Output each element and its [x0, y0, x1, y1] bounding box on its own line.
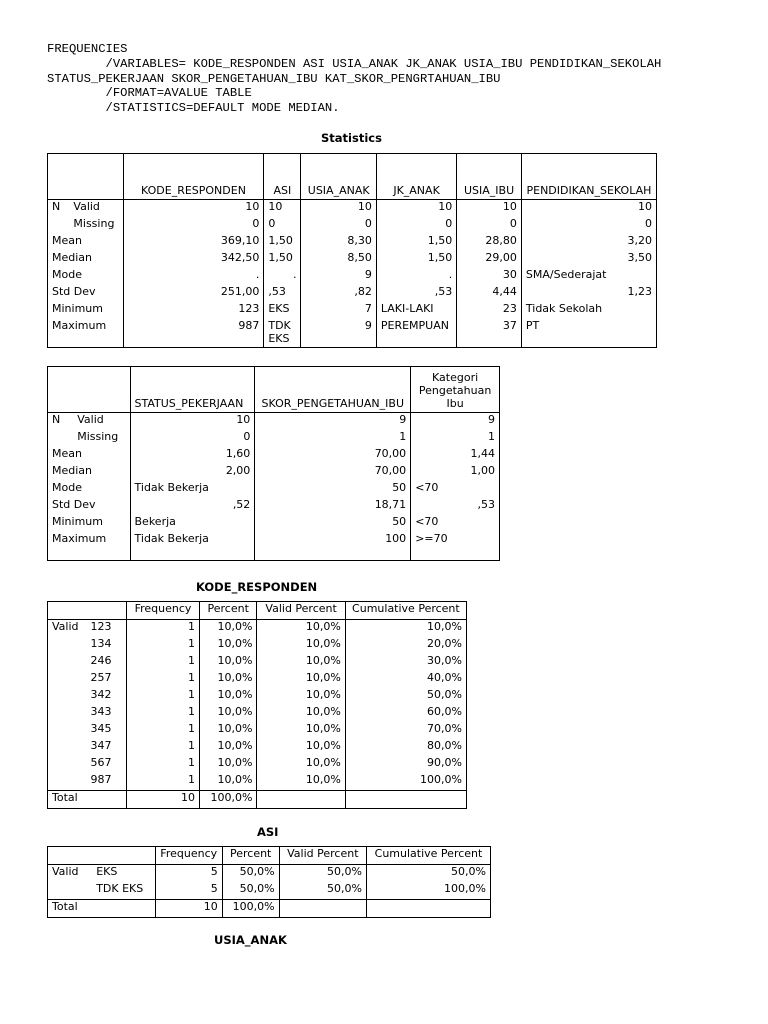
stat-cell: <70 — [411, 481, 500, 498]
stat-cell: 3,50 — [521, 251, 656, 268]
col-header: Cumulative Percent — [367, 847, 491, 865]
percent-cell: 10,0% — [199, 671, 257, 688]
stat-cell: 251,00 — [123, 285, 264, 302]
stat-cell: 1,44 — [411, 447, 500, 464]
stat-cell: . — [376, 268, 456, 285]
stat-cell: 28,80 — [457, 234, 522, 251]
stat-cell: 70,00 — [255, 447, 411, 464]
stat-cell: 23 — [457, 302, 522, 319]
col-header: Cumulative Percent — [345, 602, 466, 620]
col-header: USIA_IBU — [463, 184, 515, 197]
value-label: 345 — [87, 722, 127, 739]
stat-cell: 70,00 — [255, 464, 411, 481]
cumulative-percent-cell: 30,0% — [345, 654, 466, 671]
stat-cell: <70 — [411, 515, 500, 532]
col-header: ASI — [273, 184, 292, 197]
stat-cell: PT — [521, 319, 656, 348]
frequency-cell: 1 — [127, 722, 200, 739]
row-label: Valid — [69, 200, 123, 218]
row-label: Std Dev — [48, 285, 124, 302]
col-header: Frequency — [127, 602, 200, 620]
usia-anak-title: USIA_ANAK — [214, 933, 287, 947]
value-label: TDK EKS — [92, 882, 155, 900]
stat-cell: 8,30 — [301, 234, 376, 251]
stat-cell: 30 — [457, 268, 522, 285]
value-label: 257 — [87, 671, 127, 688]
percent-cell: 10,0% — [199, 620, 257, 638]
frequency-cell: 1 — [127, 705, 200, 722]
col-header: Frequency — [155, 847, 222, 865]
value-label: 987 — [87, 773, 127, 791]
row-label: Missing — [73, 430, 130, 447]
stat-cell: 10 — [123, 200, 264, 218]
frequency-cell: 1 — [127, 654, 200, 671]
stat-cell: 37 — [457, 319, 522, 348]
stat-cell: 1,50 — [376, 251, 456, 268]
valid-percent-cell: 10,0% — [257, 654, 345, 671]
frequency-cell: 1 — [127, 688, 200, 705]
asi-frequency-table — [47, 846, 491, 918]
cumulative-percent-cell: 100,0% — [345, 773, 466, 791]
stat-cell: 987 — [123, 319, 264, 348]
row-label: Missing — [69, 217, 123, 234]
row-label: Valid — [73, 413, 130, 431]
cumulative-percent-cell: 50,0% — [367, 865, 491, 883]
stat-cell: LAKI-LAKI — [376, 302, 456, 319]
cumulative-percent-cell: 90,0% — [345, 756, 466, 773]
percent-cell: 10,0% — [199, 773, 257, 791]
stat-cell: 3,20 — [521, 234, 656, 251]
frequency-cell: 1 — [127, 637, 200, 654]
syntax-line: FREQUENCIES — [47, 42, 128, 56]
syntax-line: /VARIABLES= KODE_RESPONDEN ASI USIA_ANAK JK_ANAK USIA_IBU PENDIDIKAN_SEKOLAH — [47, 56, 662, 71]
percent-cell: 10,0% — [199, 705, 257, 722]
stat-cell: 0 — [521, 217, 656, 234]
percent-cell: 10,0% — [199, 688, 257, 705]
stat-cell: 4,44 — [457, 285, 522, 302]
row-label: Minimum — [48, 302, 124, 319]
stat-cell: 8,50 — [301, 251, 376, 268]
valid-percent-cell: 50,0% — [279, 865, 366, 883]
stat-cell: 9 — [411, 413, 500, 431]
row-label: Maximum — [48, 532, 131, 561]
stat-cell: 0 — [130, 430, 255, 447]
total-label: Total — [48, 791, 127, 809]
stat-cell: 1 — [255, 430, 411, 447]
percent-cell: 10,0% — [199, 756, 257, 773]
percent-total: 100,0% — [222, 900, 279, 918]
statistics-table-2 — [47, 366, 500, 561]
stat-cell: 1,60 — [130, 447, 255, 464]
row-label: N — [48, 413, 74, 431]
row-label: Mean — [48, 234, 124, 251]
row-label: Mode — [48, 481, 131, 498]
valid-percent-cell: 10,0% — [257, 688, 345, 705]
stat-cell: PEREMPUAN — [376, 319, 456, 348]
cumulative-percent-cell: 10,0% — [345, 620, 466, 638]
kode-responden-title: KODE_RESPONDEN — [196, 580, 318, 594]
valid-percent-cell: 10,0% — [257, 620, 345, 638]
frequency-cell: 5 — [155, 865, 222, 883]
cumulative-percent-cell: 60,0% — [345, 705, 466, 722]
stat-cell: 1,50 — [264, 234, 301, 251]
stat-cell: ,82 — [301, 285, 376, 302]
frequency-total: 10 — [127, 791, 200, 809]
syntax-line: /FORMAT=AVALUE TABLE — [47, 86, 252, 101]
stat-cell: ,53 — [376, 285, 456, 302]
value-label: 342 — [87, 688, 127, 705]
stat-cell: 10 — [457, 200, 522, 218]
stat-cell: 9 — [255, 413, 411, 431]
col-header: Valid Percent — [279, 847, 366, 865]
col-header: Percent — [199, 602, 257, 620]
cumulative-percent-cell: 70,0% — [345, 722, 466, 739]
row-label: N — [48, 200, 70, 218]
percent-cell: 10,0% — [199, 739, 257, 756]
percent-cell: 50,0% — [222, 865, 279, 883]
stat-cell: 1,50 — [376, 234, 456, 251]
frequency-cell: 1 — [127, 739, 200, 756]
stat-cell: 50 — [255, 481, 411, 498]
value-label: 347 — [87, 739, 127, 756]
stat-cell: 0 — [376, 217, 456, 234]
valid-percent-cell: 10,0% — [257, 739, 345, 756]
value-label: 343 — [87, 705, 127, 722]
stat-cell: 1,23 — [521, 285, 656, 302]
row-label: Median — [48, 251, 124, 268]
cumulative-percent-cell: 20,0% — [345, 637, 466, 654]
frequency-cell: 1 — [127, 620, 200, 638]
stat-cell: 0 — [264, 217, 301, 234]
percent-total: 100,0% — [199, 791, 257, 809]
syntax-line: /STATISTICS=DEFAULT MODE MEDIAN. — [47, 101, 340, 116]
cumulative-percent-cell: 80,0% — [345, 739, 466, 756]
stat-cell: >=70 — [411, 532, 500, 561]
syntax-line: STATUS_PEKERJAAN SKOR_PENGETAHUAN_IBU KAT_SKOR_PENGRTAHUAN_IBU — [47, 71, 501, 86]
percent-cell: 10,0% — [199, 637, 257, 654]
stat-cell: . — [264, 268, 301, 285]
percent-cell: 10,0% — [199, 722, 257, 739]
valid-percent-cell: 10,0% — [257, 705, 345, 722]
statistics-title: Statistics — [321, 131, 382, 145]
frequency-cell: 5 — [155, 882, 222, 900]
stat-cell: 10 — [376, 200, 456, 218]
stat-cell: 9 — [301, 268, 376, 285]
value-label: 123 — [87, 620, 127, 638]
cumulative-percent-cell: 100,0% — [367, 882, 491, 900]
stat-cell: 50 — [255, 515, 411, 532]
stat-cell: ,53 — [411, 498, 500, 515]
stat-cell: 1,00 — [411, 464, 500, 481]
row-label: Mode — [48, 268, 124, 285]
valid-percent-cell: 10,0% — [257, 671, 345, 688]
valid-label: Valid — [48, 620, 87, 638]
row-label: Mean — [48, 447, 131, 464]
valid-label: Valid — [48, 865, 93, 883]
stat-cell: ,53 — [264, 285, 301, 302]
col-header: PENDIDIKAN_SEKOLAH — [526, 184, 652, 197]
stat-cell: 2,00 — [130, 464, 255, 481]
stat-cell: 1,50 — [264, 251, 301, 268]
cumulative-percent-cell: 40,0% — [345, 671, 466, 688]
col-header: JK_ANAK — [393, 184, 440, 197]
stat-cell: EKS — [264, 302, 301, 319]
col-header: Valid Percent — [257, 602, 345, 620]
stat-cell: 100 — [255, 532, 411, 561]
stat-cell: Tidak Bekerja — [130, 481, 255, 498]
stat-cell: Bekerja — [130, 515, 255, 532]
stat-cell: Tidak Sekolah — [521, 302, 656, 319]
valid-percent-cell: 10,0% — [257, 773, 345, 791]
frequency-cell: 1 — [127, 756, 200, 773]
value-label: 246 — [87, 654, 127, 671]
frequency-cell: 1 — [127, 671, 200, 688]
stat-cell: 18,71 — [255, 498, 411, 515]
stat-cell: . — [123, 268, 264, 285]
stat-cell: 10 — [301, 200, 376, 218]
percent-cell: 50,0% — [222, 882, 279, 900]
stat-cell: SMA/Sederajat — [521, 268, 656, 285]
row-label: Std Dev — [48, 498, 131, 515]
stat-cell: 123 — [123, 302, 264, 319]
col-header: SKOR_PENGETAHUAN_IBU — [255, 367, 411, 413]
valid-percent-cell: 10,0% — [257, 756, 345, 773]
percent-cell: 10,0% — [199, 654, 257, 671]
col-header: Percent — [222, 847, 279, 865]
stat-cell: 9 — [301, 319, 376, 348]
valid-percent-cell: 50,0% — [279, 882, 366, 900]
row-label: Maximum — [48, 319, 124, 348]
kode-responden-frequency-table — [47, 601, 467, 809]
row-label: Median — [48, 464, 131, 481]
frequency-total: 10 — [155, 900, 222, 918]
frequencies-syntax — [47, 42, 661, 116]
stat-cell: 29,00 — [457, 251, 522, 268]
stat-cell: 0 — [123, 217, 264, 234]
value-label: 134 — [87, 637, 127, 654]
stat-cell: 10 — [264, 200, 301, 218]
stat-cell: ,52 — [130, 498, 255, 515]
frequency-cell: 1 — [127, 773, 200, 791]
stat-cell: 10 — [521, 200, 656, 218]
stat-cell: Tidak Bekerja — [130, 532, 255, 561]
value-label: EKS — [92, 865, 155, 883]
col-header: STATUS_PEKERJAAN — [130, 367, 255, 413]
value-label: 567 — [87, 756, 127, 773]
stat-cell: 369,10 — [123, 234, 264, 251]
col-header: USIA_ANAK — [307, 184, 370, 197]
stat-cell: 1 — [411, 430, 500, 447]
stat-cell: 342,50 — [123, 251, 264, 268]
col-header: KODE_RESPONDEN — [141, 184, 246, 197]
stat-cell: 0 — [301, 217, 376, 234]
cumulative-percent-cell: 50,0% — [345, 688, 466, 705]
valid-percent-cell: 10,0% — [257, 722, 345, 739]
stat-cell: 0 — [457, 217, 522, 234]
valid-percent-cell: 10,0% — [257, 637, 345, 654]
row-label: Minimum — [48, 515, 131, 532]
stat-cell: 7 — [301, 302, 376, 319]
stat-cell: 10 — [130, 413, 255, 431]
asi-title: ASI — [257, 825, 279, 839]
stat-cell: TDK EKS — [264, 319, 301, 348]
col-header: Kategori Pengetahuan Ibu — [411, 367, 500, 413]
total-label: Total — [48, 900, 156, 918]
statistics-table-1 — [47, 153, 657, 348]
